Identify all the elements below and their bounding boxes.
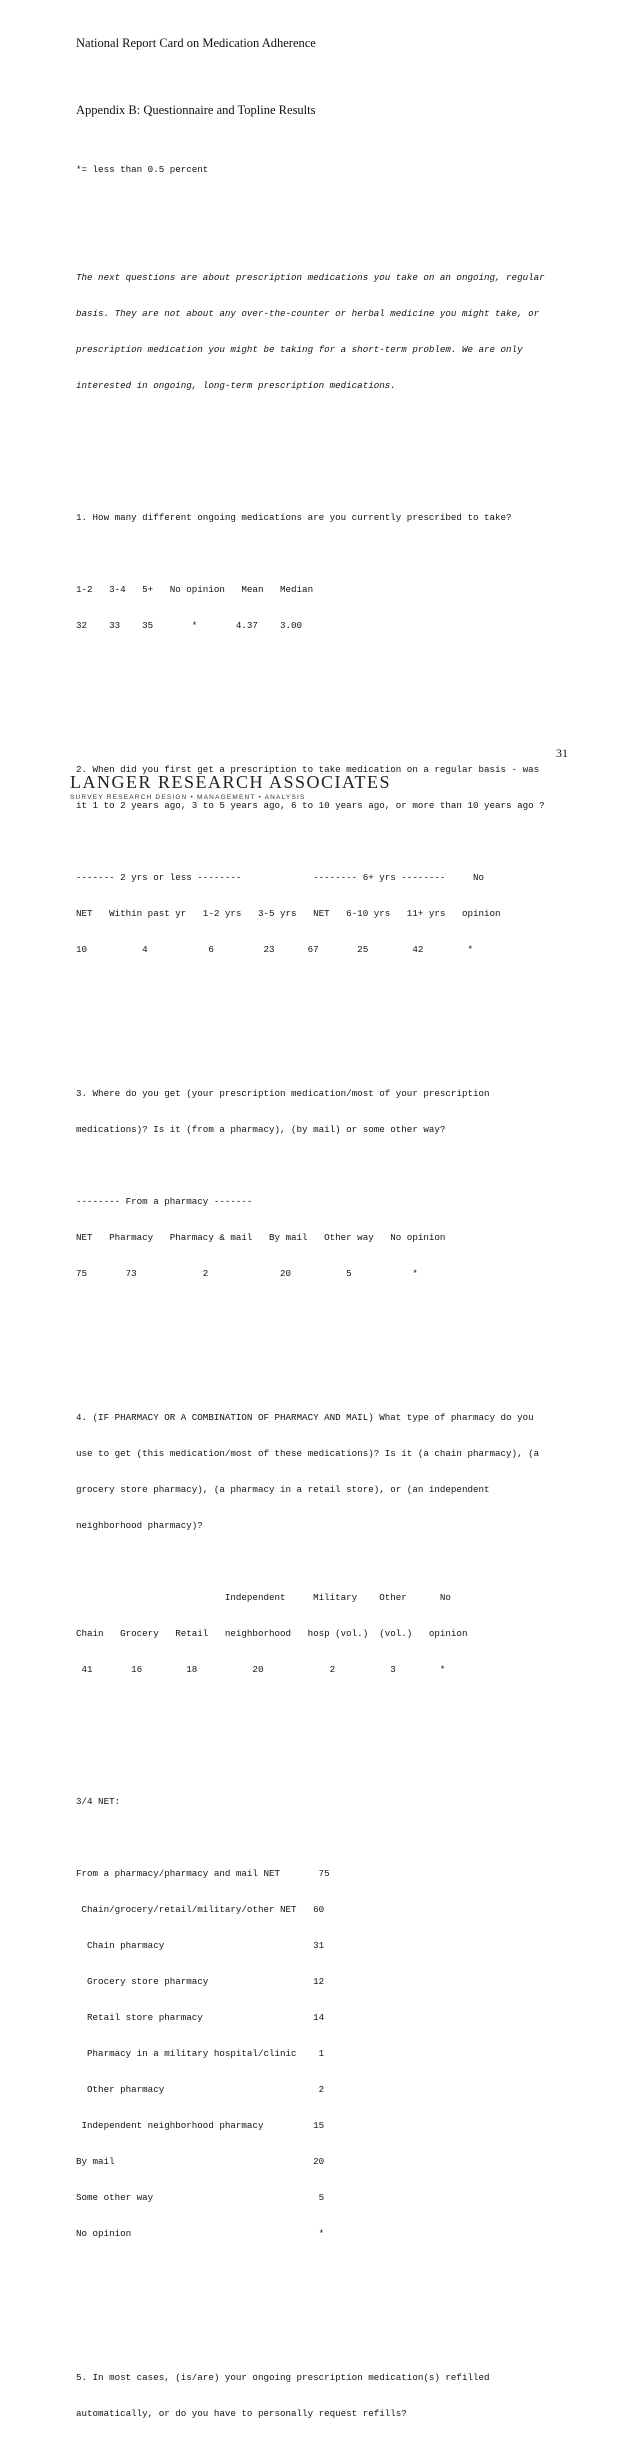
intro-line: basis. They are not about any over-the-counter or herbal medicine you might take, or xyxy=(76,308,540,319)
list-item: Pharmacy in a military hospital/clinic 1 xyxy=(76,2048,325,2059)
question-text: 5. In most cases, (is/are) your ongoing prescription medication(s) refilled xyxy=(76,2372,490,2383)
list-item: Other pharmacy 2 xyxy=(76,2084,325,2095)
intro-line: The next questions are about prescription medications you take on an ongoing, regular xyxy=(76,272,545,283)
table-header-row: Independent Military Other No xyxy=(76,1592,451,1603)
list-item: Independent neighborhood pharmacy 15 xyxy=(76,2120,325,2131)
intro-line: prescription medication you might be taking for a short-term problem. We are only xyxy=(76,344,523,355)
question-text: neighborhood pharmacy)? xyxy=(76,1520,203,1531)
question-1 xyxy=(76,488,545,656)
list-item: Retail store pharmacy 14 xyxy=(76,2012,325,2023)
table-header-row: Chain Grocery Retail neighborhood hosp (vol.) (vol.) opinion xyxy=(76,1628,468,1639)
question-text: use to get (this medication/most of these medications)? Is it (a chain pharmacy), (a xyxy=(76,1448,540,1459)
questionnaire-body xyxy=(76,140,545,2456)
page-header-title: National Report Card on Medication Adherence xyxy=(76,36,316,50)
question-text: it 1 to 2 years ago, 3 to 5 years ago, 6 to 10 years ago, or more than 10 years ago ? xyxy=(76,800,545,811)
table-group-row: ------- 2 yrs or less -------- -------- 6+ yrs -------- No xyxy=(76,872,484,883)
list-item: No opinion * xyxy=(76,2228,325,2239)
logo-tagline: SURVEY RESEARCH DESIGN • MANAGEMENT • ANALYSIS xyxy=(70,794,306,801)
question-5 xyxy=(76,2348,545,2444)
table-value-row: 32 33 35 * 4.37 3.00 xyxy=(76,620,303,631)
intro-text xyxy=(76,248,545,416)
table-value-row: 75 73 2 20 5 * xyxy=(76,1268,418,1279)
note-line: *= less than 0.5 percent xyxy=(76,164,209,175)
table-value-row: 41 16 18 20 2 3 * xyxy=(76,1664,446,1675)
section-title: 3/4 NET: xyxy=(76,1796,121,1807)
appendix-title: Appendix B: Questionnaire and Topline Results xyxy=(76,103,316,117)
question-text: automatically, or do you have to personally request refills? xyxy=(76,2408,407,2419)
list-item: Chain/grocery/retail/military/other NET 60 xyxy=(76,1904,325,1915)
company-logo xyxy=(70,772,391,802)
question-text: grocery store pharmacy), (a pharmacy in a retail store), or (an independent xyxy=(76,1484,490,1495)
list-item: Chain pharmacy 31 xyxy=(76,1940,325,1951)
table-header-row: NET Pharmacy Pharmacy & mail By mail Other way No opinion xyxy=(76,1232,446,1243)
question-text: 3. Where do you get (your prescription medication/most of your prescription xyxy=(76,1088,490,1099)
question-text: 2. When did you first get a prescription to take medication on a regular basis - was xyxy=(76,764,540,775)
question-3 xyxy=(76,1064,545,1304)
table-group-row: -------- From a pharmacy ------- xyxy=(76,1196,253,1207)
table-value-row: 10 4 6 23 67 25 42 * xyxy=(76,944,473,955)
table-header-row: NET Within past yr 1-2 yrs 3-5 yrs NET 6-10 yrs 11+ yrs opinion xyxy=(76,908,501,919)
intro-line: interested in ongoing, long-term prescription medications. xyxy=(76,380,396,391)
question-4 xyxy=(76,1388,545,1700)
list-item: From a pharmacy/pharmacy and mail NET 75 xyxy=(76,1868,330,1879)
table-header-row: 1-2 3-4 5+ No opinion Mean Median xyxy=(76,584,314,595)
logo-name: LANGER RESEARCH ASSOCIATES xyxy=(70,772,392,792)
list-item: By mail 20 xyxy=(76,2156,325,2167)
question-text: 4. (IF PHARMACY OR A COMBINATION OF PHARMACY AND MAIL) What type of pharmacy do you xyxy=(76,1412,534,1423)
question-text: medications)? Is it (from a pharmacy), (by mail) or some other way? xyxy=(76,1124,446,1135)
question-3-4-net xyxy=(76,1772,545,2264)
list-item: Some other way 5 xyxy=(76,2192,325,2203)
page-number: 31 xyxy=(556,746,568,760)
list-item: Grocery store pharmacy 12 xyxy=(76,1976,325,1987)
question-text: 1. How many different ongoing medications are you currently prescribed to take? xyxy=(76,512,512,523)
